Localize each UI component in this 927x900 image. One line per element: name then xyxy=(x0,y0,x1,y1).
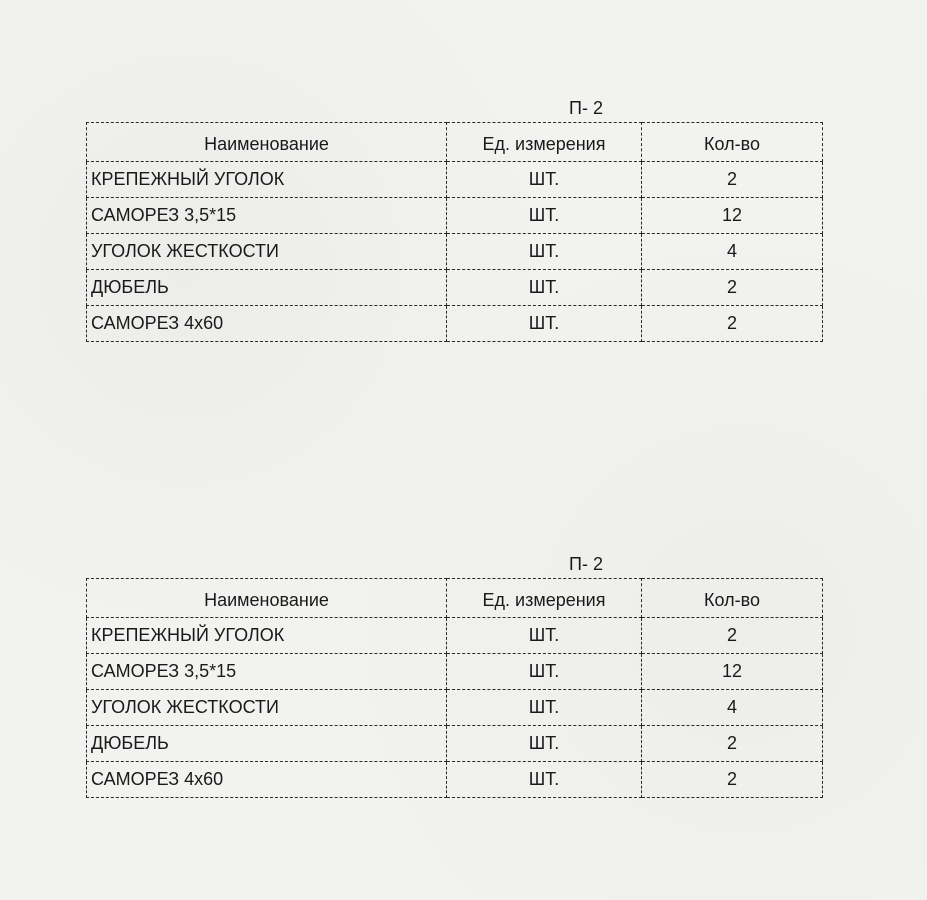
table-row xyxy=(87,726,823,762)
header-unit: Ед. измерения xyxy=(447,579,642,618)
header-qty: Кол-во xyxy=(642,123,823,162)
cell-qty: 12 xyxy=(642,654,823,690)
cell-qty: 2 xyxy=(642,162,823,198)
cell-unit: ШТ. xyxy=(447,762,642,798)
cell-unit: ШТ. xyxy=(447,618,642,654)
cell-unit: ШТ. xyxy=(447,270,642,306)
cell-name: САМОРЕЗ 3,5*15 xyxy=(87,654,447,690)
cell-unit: ШТ. xyxy=(447,162,642,198)
spec-table xyxy=(86,122,823,342)
cell-qty: 2 xyxy=(642,762,823,798)
cell-name: САМОРЕЗ 3,5*15 xyxy=(87,198,447,234)
cell-name: КРЕПЕЖНЫЙ УГОЛОК xyxy=(87,618,447,654)
cell-name: САМОРЕЗ 4х60 xyxy=(87,762,447,798)
cell-name: ДЮБЕЛЬ xyxy=(87,726,447,762)
cell-qty: 2 xyxy=(642,270,823,306)
table-row xyxy=(87,618,823,654)
block-label: П- 2 xyxy=(569,98,603,118)
table-row xyxy=(87,162,823,198)
cell-qty: 2 xyxy=(642,726,823,762)
cell-qty: 4 xyxy=(642,690,823,726)
cell-unit: ШТ. xyxy=(447,234,642,270)
table-header-row xyxy=(87,579,823,618)
cell-unit: ШТ. xyxy=(447,198,642,234)
table-row xyxy=(87,270,823,306)
header-unit: Ед. измерения xyxy=(447,123,642,162)
cell-unit: ШТ. xyxy=(447,690,642,726)
header-qty: Кол-во xyxy=(642,579,823,618)
cell-name: УГОЛОК ЖЕСТКОСТИ xyxy=(87,690,447,726)
table-header-row xyxy=(87,123,823,162)
cell-name: КРЕПЕЖНЫЙ УГОЛОК xyxy=(87,162,447,198)
block-label: П- 2 xyxy=(569,554,603,574)
header-name: Наименование xyxy=(87,123,447,162)
table-row xyxy=(87,306,823,342)
cell-name: УГОЛОК ЖЕСТКОСТИ xyxy=(87,234,447,270)
table-row xyxy=(87,654,823,690)
cell-unit: ШТ. xyxy=(447,654,642,690)
table-row xyxy=(87,762,823,798)
cell-qty: 4 xyxy=(642,234,823,270)
cell-qty: 12 xyxy=(642,198,823,234)
cell-qty: 2 xyxy=(642,306,823,342)
cell-qty: 2 xyxy=(642,618,823,654)
table-row xyxy=(87,690,823,726)
cell-unit: ШТ. xyxy=(447,726,642,762)
cell-name: ДЮБЕЛЬ xyxy=(87,270,447,306)
header-name: Наименование xyxy=(87,579,447,618)
cell-unit: ШТ. xyxy=(447,306,642,342)
spec-table xyxy=(86,578,823,798)
cell-name: САМОРЕЗ 4х60 xyxy=(87,306,447,342)
table-row xyxy=(87,234,823,270)
table-row xyxy=(87,198,823,234)
